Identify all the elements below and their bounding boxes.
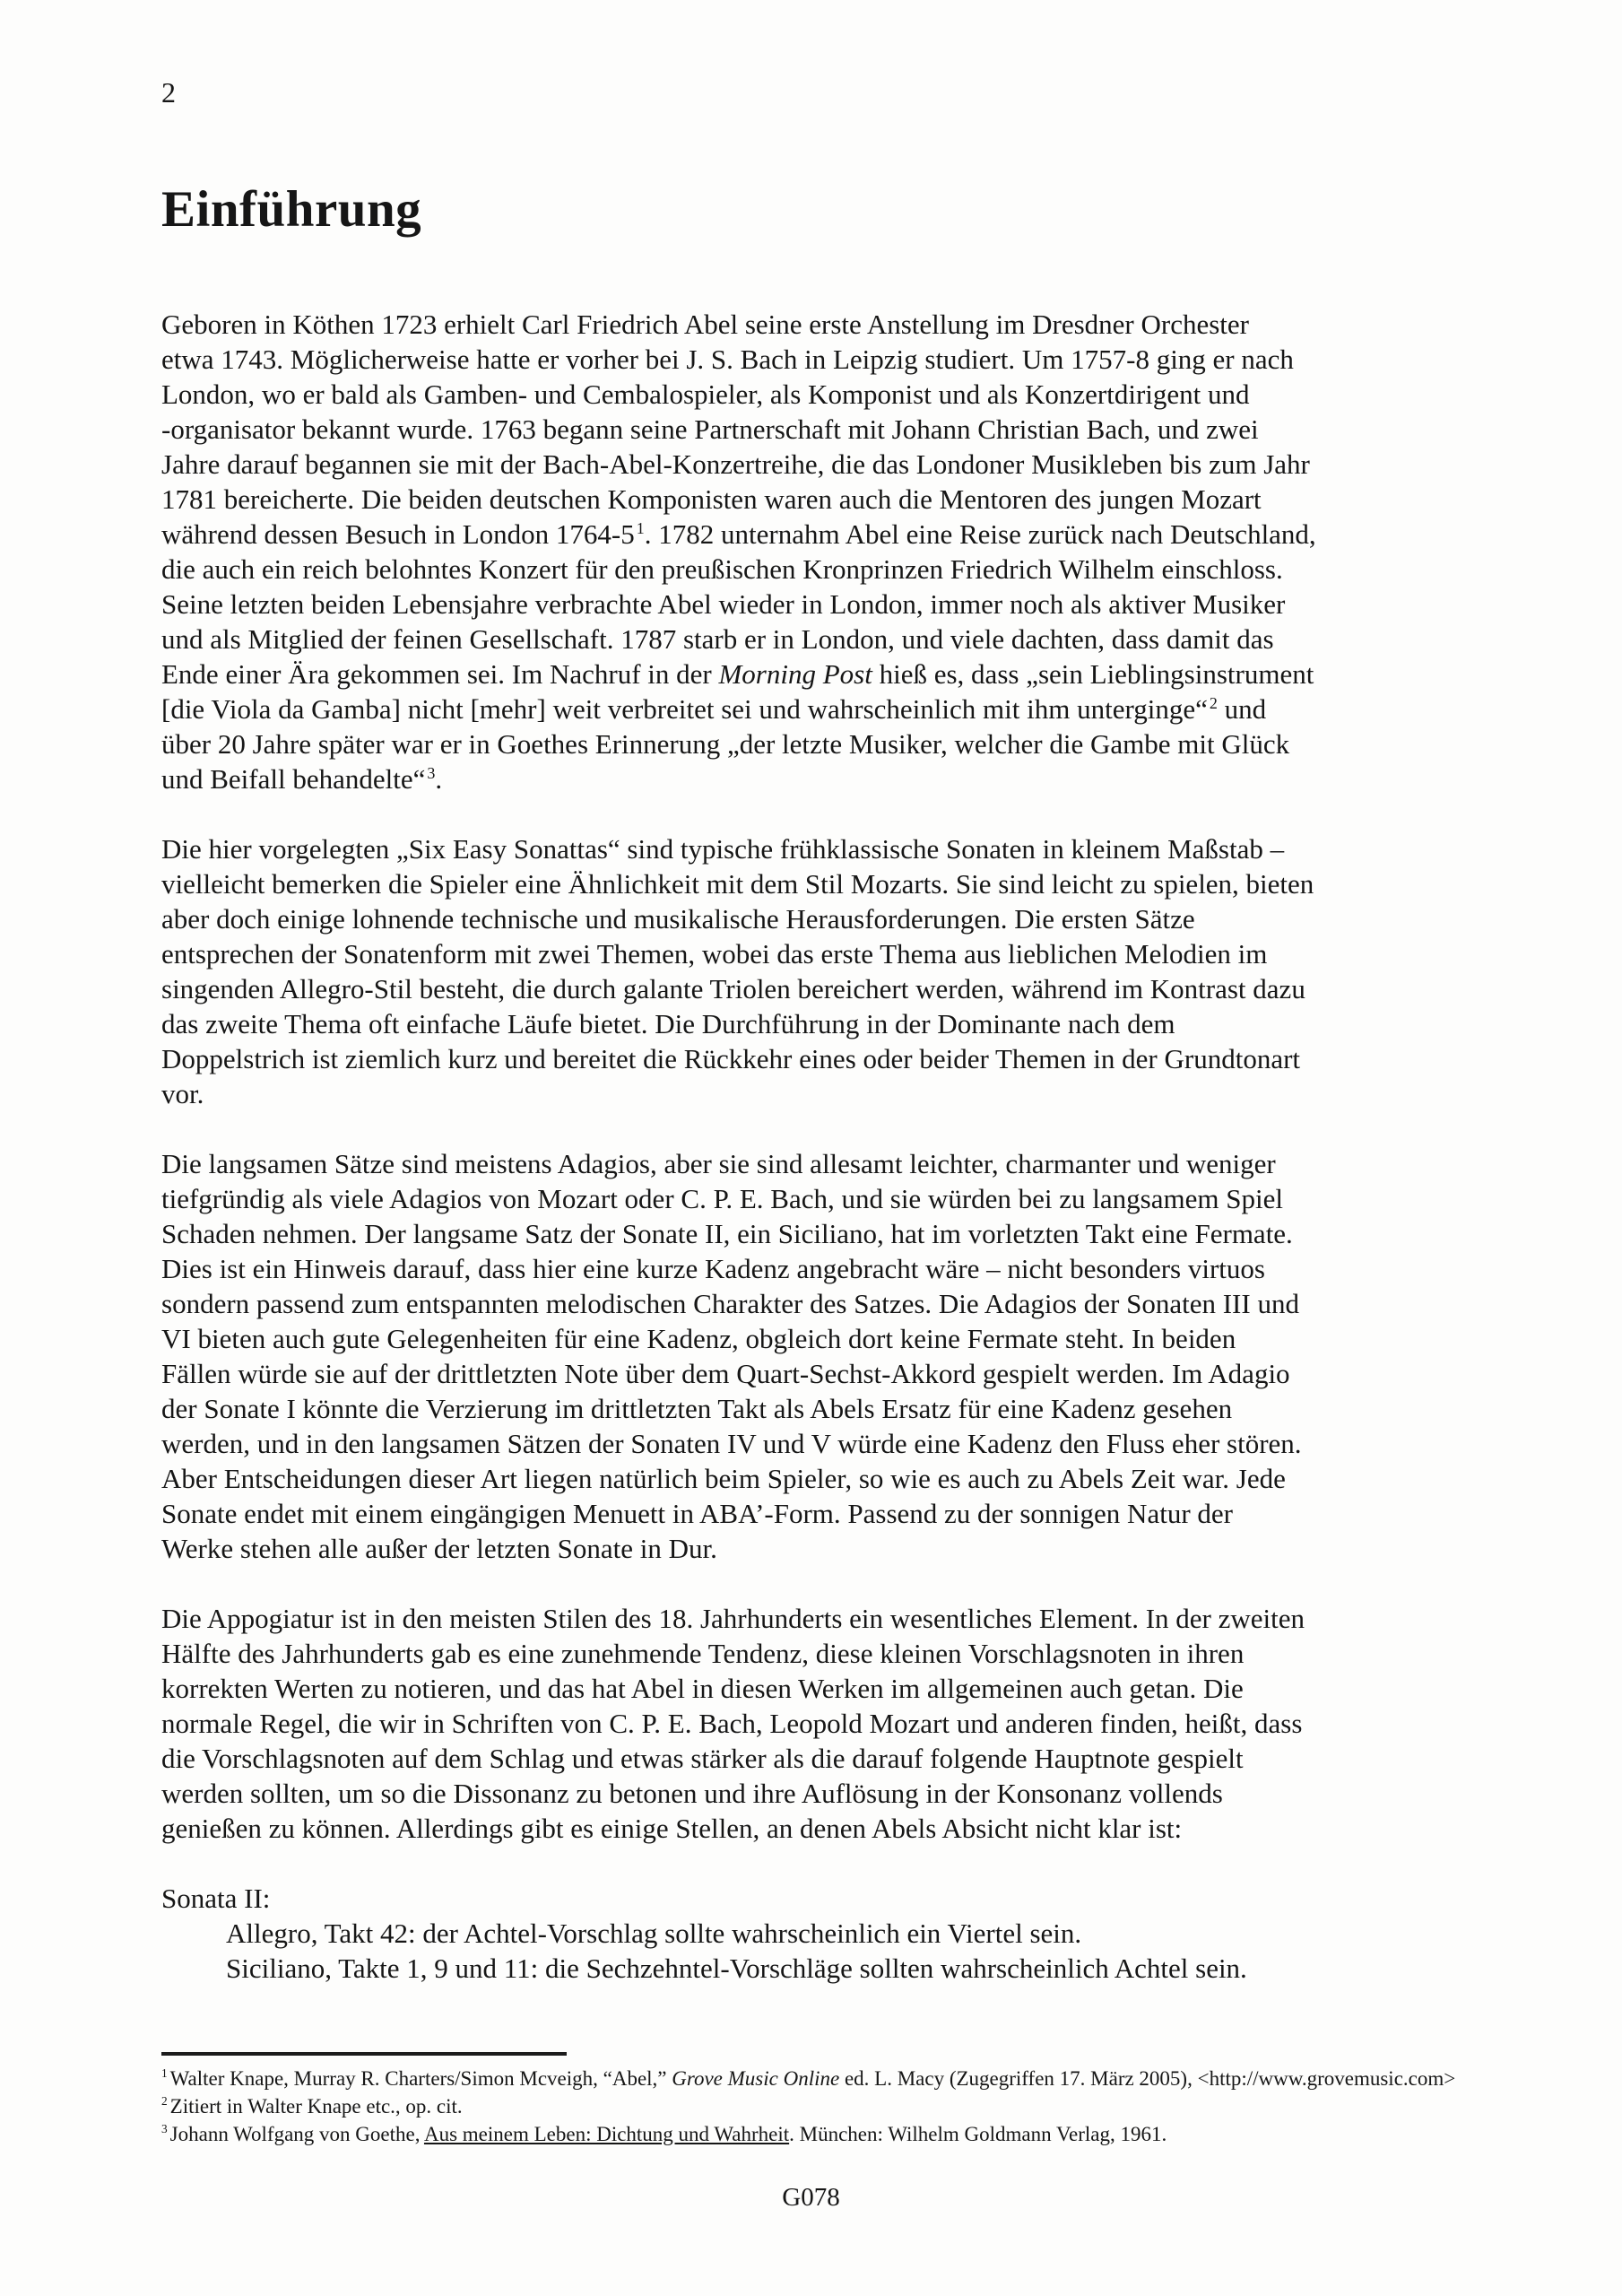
footnote-ref: 1 [636, 518, 645, 537]
text-line [161, 1776, 1502, 1811]
page-footer: G078 [782, 2183, 840, 2212]
text-line [161, 587, 1502, 622]
text-line [161, 1076, 1502, 1111]
text-segment: etwa 1743. Möglicherweise hatte er vorher bei J. S. Bach in Leipzig studiert. Um 1757-8 ging er nach [161, 344, 1294, 375]
text-segment: Aber Entscheidungen dieser Art liegen natürlich beim Spieler, so wie es auch zu Abels Zeit war. Jede [161, 1463, 1286, 1494]
text-line [161, 1006, 1502, 1041]
text-segment: Walter Knape, Murray R. Charters/Simon Mcveigh, “Abel,” [169, 2067, 672, 2090]
text-line [161, 1636, 1502, 1671]
text-line [161, 1251, 1502, 1286]
text-line [161, 1426, 1502, 1461]
text-segment: London, wo er bald als Gamben- und Cembalospieler, als Komponist und als Konzertdirigent und [161, 378, 1250, 410]
paragraph [161, 1881, 1502, 1986]
text-segment: Schaden nehmen. Der langsame Satz der Sonate II, ein Siciliano, hat im vorletzten Takt eine Fermate. [161, 1218, 1293, 1249]
text-segment: das zweite Thema oft einfache Läufe bietet. Die Durchführung in der Dominante nach dem [161, 1008, 1175, 1039]
text-line [161, 342, 1502, 377]
text-line [161, 1706, 1502, 1741]
text-segment: Geboren in Köthen 1723 erhielt Carl Friedrich Abel seine erste Anstellung im Dresdner Orchester [161, 309, 1249, 340]
text-line [161, 761, 1502, 796]
text-segment: Die hier vorgelegten „Six Easy Sonattas“ sind typische frühklassische Sonaten in kleinem Maßstab – [161, 833, 1285, 865]
text-line [161, 1811, 1502, 1846]
footnote [161, 2092, 1502, 2120]
footnote [161, 2065, 1502, 2092]
text-segment: . 1782 unternahm Abel eine Reise zurück nach Deutschland, [644, 518, 1316, 550]
text-segment: Hälfte des Jahrhunderts gab es eine zunehmende Tendenz, diese kleinen Vorschlagsnoten in ihren [161, 1638, 1245, 1669]
text-segment: tiefgründig als viele Adagios von Mozart oder C. P. E. Bach, und sie würden bei zu langsamem Spiel [161, 1183, 1283, 1214]
text-segment: Grove Music Online [672, 2067, 840, 2090]
text-segment: ed. L. Macy (Zugegriffen 17. März 2005), <http://www.grovemusic.com> [839, 2067, 1456, 2090]
text-segment: [die Viola da Gamba] nicht [mehr] weit verbreitet sei und wahrscheinlich mit ihm unterginge“ [161, 693, 1208, 725]
text-segment: Ende einer Ära gekommen sei. Im Nachruf in der [161, 658, 719, 690]
text-line [161, 552, 1502, 587]
text-line [161, 1671, 1502, 1706]
text-segment: -organisator bekannt wurde. 1763 begann seine Partnerschaft mit Johann Christian Bach, und zwei [161, 413, 1259, 445]
text-segment: vor. [161, 1078, 204, 1109]
text-line [161, 412, 1502, 447]
text-segment: werden, und in den langsamen Sätzen der Sonaten IV und V würde eine Kadenz den Fluss eher stören. [161, 1428, 1302, 1459]
text-segment: entsprechen der Sonatenform mit zwei Themen, wobei das erste Thema aus lieblichen Melodien im [161, 938, 1268, 970]
text-segment: Sonate endet mit einem eingängigen Menuett in ABA’-Form. Passend zu der sonnigen Natur der [161, 1498, 1233, 1529]
text-segment: Morning Post [718, 658, 872, 690]
text-line [161, 1391, 1502, 1426]
text-segment: Doppelstrich ist ziemlich kurz und bereitet die Rückkehr eines oder beider Themen in der Grundtonart [161, 1043, 1301, 1074]
text-segment: vielleicht bemerken die Spieler eine Ähnlichkeit mit dem Stil Mozarts. Sie sind leicht zu spielen, bieten [161, 868, 1314, 900]
footnotes [161, 2065, 1502, 2148]
text-segment: normale Regel, die wir in Schriften von C. P. E. Bach, Leopold Mozart und anderen finden, heißt, dass [161, 1708, 1303, 1739]
text-line [161, 1916, 1502, 1951]
footnote-marker: 1 [161, 2066, 168, 2081]
text-segment: korrekten Werten zu notieren, und das hat Abel in diesen Werken im allgemeinen auch getan. Die [161, 1673, 1244, 1704]
text-segment: Dies ist ein Hinweis darauf, dass hier eine kurze Kadenz angebracht wäre – nicht besonders virtuos [161, 1253, 1265, 1284]
body-text [161, 307, 1502, 1986]
text-line [161, 622, 1502, 657]
text-line [161, 1041, 1502, 1076]
text-segment: der Sonate I könnte die Verzierung im drittletzten Takt als Abels Ersatz für eine Kadenz gesehen [161, 1393, 1233, 1424]
text-line [161, 1951, 1502, 1986]
text-line [161, 1531, 1502, 1566]
paragraph [161, 1146, 1502, 1566]
footnote-ref: 2 [1209, 693, 1218, 712]
text-line [161, 726, 1502, 761]
text-line [161, 657, 1502, 691]
text-line [161, 1181, 1502, 1216]
text-segment: Fällen würde sie auf der drittletzten Note über dem Quart-Sechst-Akkord gespielt werden. Im Adagio [161, 1358, 1290, 1389]
text-segment: Siciliano, Takte 1, 9 und 11: die Sechzehntel-Vorschläge sollten wahrscheinlich Achtel sein. [226, 1952, 1247, 1984]
text-segment: über 20 Jahre später war er in Goethes Erinnerung „der letzte Musiker, welcher die Gambe mit Glück [161, 728, 1290, 760]
text-segment: und Beifall behandelte“ [161, 763, 426, 795]
footnote-marker: 2 [161, 2094, 168, 2109]
text-line [161, 377, 1502, 412]
paragraph [161, 1601, 1502, 1846]
paragraph [161, 307, 1502, 796]
text-line [161, 307, 1502, 342]
text-segment: Die Appogiatur ist in den meisten Stilen des 18. Jahrhunderts ein wesentliches Element. In der zweiten [161, 1603, 1305, 1634]
text-line [161, 691, 1502, 726]
page-content [161, 76, 1502, 2148]
text-segment: und [1217, 693, 1267, 725]
text-line [161, 866, 1502, 901]
text-line [161, 1741, 1502, 1776]
text-line [161, 971, 1502, 1006]
text-segment: und als Mitglied der feinen Gesellschaft. 1787 starb er in London, und viele dachten, dass damit das [161, 623, 1274, 655]
footnote-ref: 3 [427, 763, 436, 782]
text-line [161, 936, 1502, 971]
text-line [161, 1321, 1502, 1356]
text-line [161, 1286, 1502, 1321]
text-segment: Zitiert in Walter Knape etc., op. cit. [169, 2095, 463, 2118]
text-segment: . München: Wilhelm Goldmann Verlag, 1961. [789, 2123, 1167, 2145]
text-line [161, 901, 1502, 936]
text-line [161, 1146, 1502, 1181]
text-line [161, 1461, 1502, 1496]
text-segment: . [435, 763, 443, 795]
text-segment: Allegro, Takt 42: der Achtel-Vorschlag sollte wahrscheinlich ein Viertel sein. [226, 1918, 1082, 1949]
text-segment: Johann Wolfgang von Goethe, [169, 2123, 424, 2145]
page-number: 2 [161, 76, 176, 109]
text-segment: die Vorschlagsnoten auf dem Schlag und etwas stärker als die darauf folgende Hauptnote gespielt [161, 1743, 1244, 1774]
text-line [161, 482, 1502, 517]
footnote-separator [161, 2052, 567, 2056]
text-segment: Aus meinem Leben: Dichtung und Wahrheit [423, 2123, 790, 2145]
paragraph [161, 831, 1502, 1111]
text-segment: die auch ein reich belohntes Konzert für den preußischen Kronprinzen Friedrich Wilhelm einschloss. [161, 553, 1283, 585]
page-title: Einführung [161, 181, 422, 238]
text-segment: 1781 bereicherte. Die beiden deutschen Komponisten waren auch die Mentoren des jungen Mozart [161, 483, 1262, 515]
text-line [161, 1216, 1502, 1251]
text-segment: Sonata II: [161, 1883, 271, 1914]
text-segment: Die langsamen Sätze sind meistens Adagios, aber sie sind allesamt leichter, charmanter und weniger [161, 1148, 1276, 1179]
text-segment: während dessen Besuch in London 1764-5 [161, 518, 635, 550]
text-line [161, 1356, 1502, 1391]
text-segment: sondern passend zum entspannten melodischen Charakter des Satzes. Die Adagios der Sonaten III und [161, 1288, 1299, 1319]
text-segment: Werke stehen alle außer der letzten Sonate in Dur. [161, 1533, 717, 1564]
text-line [161, 1881, 1502, 1916]
text-segment: Seine letzten beiden Lebensjahre verbrachte Abel wieder in London, immer noch als aktiver Musiker [161, 588, 1286, 620]
text-segment: genießen zu können. Allerdings gibt es einige Stellen, an denen Abels Absicht nicht klar ist: [161, 1813, 1183, 1844]
text-segment: singenden Allegro-Stil besteht, die durch galante Triolen bereichert werden, während im Kontrast dazu [161, 973, 1305, 1004]
text-segment: VI bieten auch gute Gelegenheiten für eine Kadenz, obgleich dort keine Fermate steht. In beiden [161, 1323, 1236, 1354]
text-line [161, 1601, 1502, 1636]
footnote-marker: 3 [161, 2122, 168, 2136]
text-line [161, 1496, 1502, 1531]
text-segment: hieß es, dass „sein Lieblingsinstrument [872, 658, 1314, 690]
text-segment: werden sollten, um so die Dissonanz zu betonen und ihre Auflösung in der Konsonanz vollends [161, 1778, 1223, 1809]
text-line [161, 517, 1502, 552]
text-segment: Jahre darauf begannen sie mit der Bach-Abel-Konzertreihe, die das Londoner Musikleben bis zum Jahr [161, 448, 1310, 480]
text-segment: aber doch einige lohnende technische und musikalische Herausforderungen. Die ersten Sätze [161, 903, 1195, 935]
text-line [161, 831, 1502, 866]
text-line [161, 447, 1502, 482]
footnote [161, 2120, 1502, 2148]
